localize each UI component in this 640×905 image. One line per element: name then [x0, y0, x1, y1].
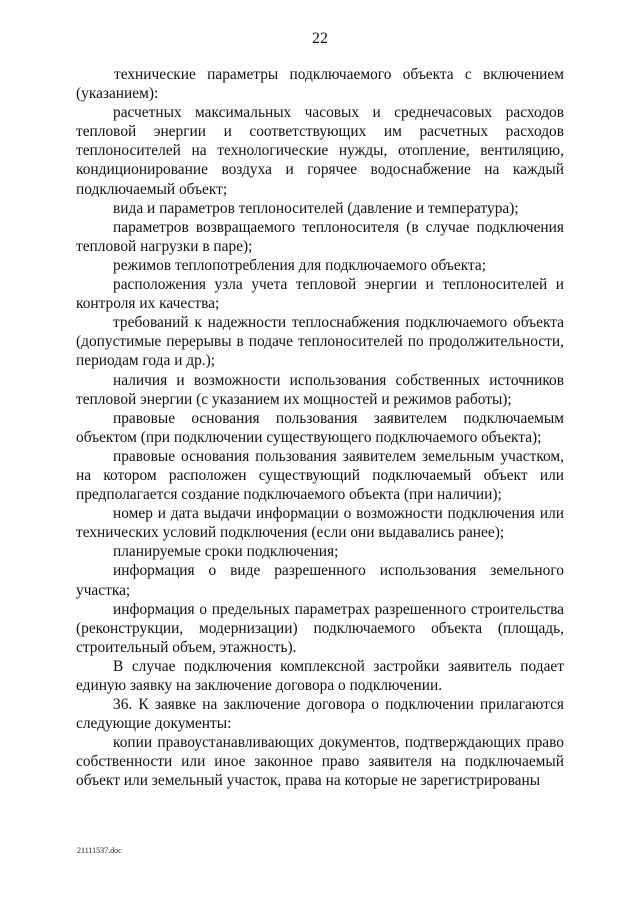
paragraph: информация о виде разрешенного использования земельного участка;	[76, 562, 564, 599]
paragraph: номер и дата выдачи информации о возможности подключения или технических условий подключения (если они выдавались ранее);	[76, 505, 564, 542]
paragraph: требований к надежности теплоснабжения подключаемого объекта (допустимые перерывы в подаче теплоносителей по продолжительности, периодам года и др.);	[76, 314, 564, 370]
page-number: 22	[312, 30, 328, 47]
paragraph: параметров возвращаемого теплоносителя (в случае подключения тепловой нагрузки в паре);	[76, 218, 564, 255]
paragraph: В случае подключения комплексной застройки заявитель подает единую заявку на заключение договора о подключении.	[76, 657, 564, 694]
document-body	[76, 65, 564, 791]
paragraph: правовые основания пользования заявителем подключаемым объектом (при подключении существующего подключаемого объекта);	[76, 409, 564, 446]
paragraph: информация о предельных параметрах разрешенного строительства (реконструкции, модернизации) подключаемого объекта (площадь, строительный объем, этажность).	[76, 600, 564, 656]
paragraph: расположения узла учета тепловой энергии и теплоносителей и контроля их качества;	[76, 276, 564, 313]
paragraph: технические параметры подключаемого объекта с включением (указанием):	[76, 66, 564, 103]
footer-filename: 21111537.doc	[77, 846, 122, 855]
paragraph: копии правоустанавливающих документов, подтверждающих право собственности или иное законное право заявителя на подключаемый объект или земельный участок, права на которые не зарегистрированы	[76, 734, 564, 790]
paragraph: вида и параметров теплоносителей (давление и температура);	[113, 199, 519, 217]
paragraph: планируемые сроки подключения;	[113, 543, 339, 561]
paragraph: режимов теплопотребления для подключаемого объекта;	[113, 256, 487, 274]
paragraph: наличия и возможности использования собственных источников тепловой энергии (с указанием их мощностей и режимов работы);	[76, 371, 564, 408]
paragraph: правовые основания пользования заявителем земельным участком, на котором расположен существующий подключаемый объект или предполагается создание подключаемого объекта (при наличии);	[76, 447, 564, 504]
paragraph: 36. К заявке на заключение договора о подключении прилагаются следующие документы:	[76, 696, 564, 733]
paragraph: расчетных максимальных часовых и среднечасовых расходов тепловой энергии и соответствующих им расчетных расходов теплоносителей на технологические нужды, отопление, вентиляцию, кондиционирование воздуха и горячее водоснабжение на каждый подключаемый объект;	[76, 104, 564, 198]
